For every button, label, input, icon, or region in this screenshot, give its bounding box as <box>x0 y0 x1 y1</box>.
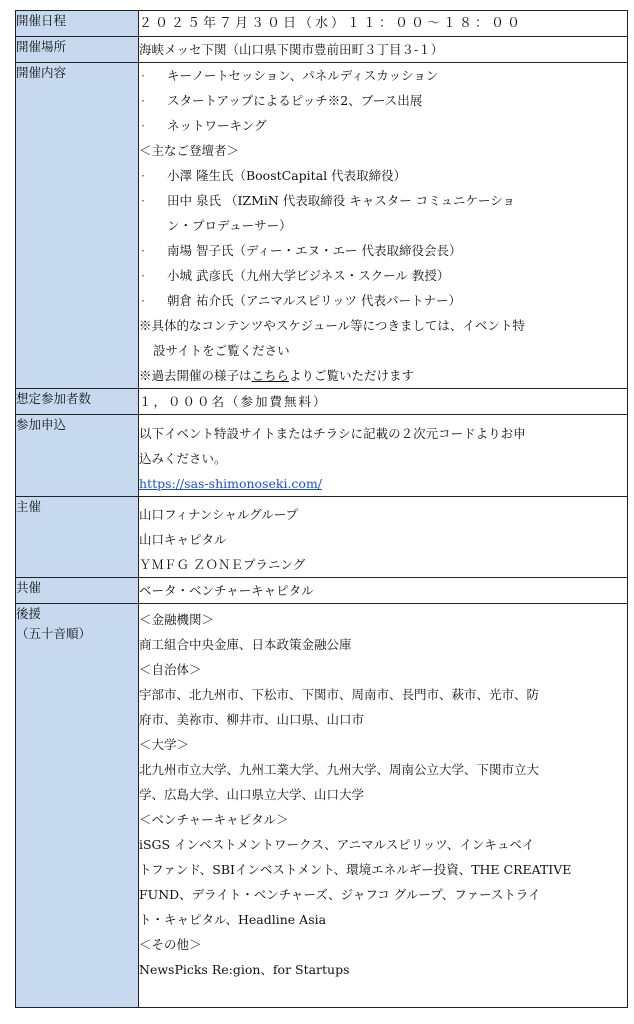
supporter-list: iSGS インベストメントワークス、アニマルスピリッツ、インキュベイ <box>139 837 535 852</box>
speaker-item: · 小澤 隆生氏（BoostCapital 代表取締役） <box>139 163 627 188</box>
row-attendees <box>16 389 628 415</box>
supporter-list: 府市、美祢市、柳井市、山口県、山口市 <box>139 712 365 727</box>
date-label: 開催日程 <box>16 11 139 37</box>
speaker-item: · 小城 武彦氏（九州大学ビジネス・スクール 教授） <box>139 263 627 288</box>
supporter-list: 学、広島大学、山口県立大学、山口大学 <box>139 787 365 802</box>
organizer-item: 山口キャピタル <box>139 532 227 547</box>
bullet-mark: · <box>141 118 145 133</box>
supporter-list: FUND、デライト・ベンチャーズ、ジャフコ グループ、ファーストライ <box>139 887 541 902</box>
registration-url-link[interactable]: https://sas-shimonoseki.com/ <box>139 476 323 491</box>
organizer-item: 山口フィナンシャルグループ <box>139 507 299 522</box>
supporters-label: 後援 <box>16 606 42 621</box>
attendees-label: 想定参加者数 <box>16 389 139 415</box>
supporter-list: トファンド、SBIインベストメント、環境エネルギー投資、THE CREATIVE <box>139 862 572 877</box>
registration-text: 以下イベント特設サイトまたはチラシに記載の２次元コードよりお申 <box>139 426 526 441</box>
row-content <box>16 63 628 389</box>
row-venue <box>16 37 628 63</box>
speaker-item: · 朝倉 祐介氏（アニマルスピリッツ 代表パートナー） <box>139 288 627 313</box>
speaker-item: · 田中 泉氏 （IZMiN 代表取締役 キャスター コミュニケーショ <box>139 188 627 213</box>
content-item: · ネットワーキング <box>139 113 627 138</box>
speakers-heading: ＜主なご登壇者＞ <box>139 143 240 158</box>
speaker-item: · 南場 智子氏（ディー・エヌ・エー 代表取締役会長） <box>139 238 627 263</box>
note-contents-cont: 設サイトをご覧ください <box>153 343 290 358</box>
bullet-mark: · <box>141 93 145 108</box>
event-info-table <box>15 10 628 1008</box>
row-organizer <box>16 497 628 578</box>
content-label: 開催内容 <box>16 63 139 389</box>
speaker-item-continued: ン・プロデューサー） <box>167 218 292 233</box>
co-organizer-label: 共催 <box>16 578 139 604</box>
supporter-category: ＜大学＞ <box>139 737 190 752</box>
bullet-mark: · <box>141 243 145 258</box>
row-supporters <box>16 604 628 1008</box>
note-past-events: ※過去開催の様子はこちらよりご覧いただけます <box>139 368 415 383</box>
registration-label: 参加申込 <box>16 415 139 497</box>
content-item: · スタートアップによるピッチ※2、ブース出展 <box>139 88 627 113</box>
supporter-list: ト・キャピタル、Headline Asia <box>139 912 327 927</box>
bullet-mark: · <box>141 193 145 208</box>
supporters-sublabel: （五十音順） <box>16 626 92 641</box>
bullet-mark: · <box>141 293 145 308</box>
past-events-link[interactable]: こちら <box>251 368 290 383</box>
bullet-mark: · <box>141 68 145 83</box>
attendees-value: １，０００名（参加費無料） <box>139 394 328 409</box>
row-date <box>16 11 628 37</box>
content-item: · キーノートセッション、パネルディスカッション <box>139 63 627 88</box>
row-registration <box>16 415 628 497</box>
row-co-organizer <box>16 578 628 604</box>
supporter-list: 商工組合中央金庫、日本政策金融公庫 <box>139 637 352 652</box>
bullet-mark: · <box>141 268 145 283</box>
supporter-category: ＜金融機関＞ <box>139 612 215 627</box>
supporter-list: 北九州市立大学、九州工業大学、九州大学、周南公立大学、下関市立大 <box>139 762 540 777</box>
bullet-mark: · <box>141 168 145 183</box>
supporter-category: ＜ベンチャーキャピタル＞ <box>139 812 289 827</box>
supporter-list: 宇部市、北九州市、下松市、下関市、周南市、長門市、萩市、光市、防 <box>139 687 540 702</box>
co-organizer-value: ベータ・ベンチャーキャピタル <box>139 583 314 598</box>
note-contents: ※具体的なコンテンツやスケジュール等につきましては、イベント特 <box>139 318 525 333</box>
supporter-list: NewsPicks Re:gion、for Startups <box>139 962 350 977</box>
organizer-label: 主催 <box>16 497 139 578</box>
supporters-label-cell <box>16 604 139 1008</box>
supporter-category: ＜自治体＞ <box>139 662 202 677</box>
registration-text-cont: 込みください。 <box>139 451 227 466</box>
venue-value: 海峡メッセ下関（山口県下関市豊前田町３丁目３-１） <box>139 42 444 57</box>
supporter-category: ＜その他＞ <box>139 937 202 952</box>
date-value: ２０２５年７月３０日（水）１１：００～１８：００ <box>139 16 524 31</box>
organizer-item: ＹＭＦＧ ＺＯＮＥプラニング <box>139 557 306 572</box>
venue-label: 開催場所 <box>16 37 139 63</box>
